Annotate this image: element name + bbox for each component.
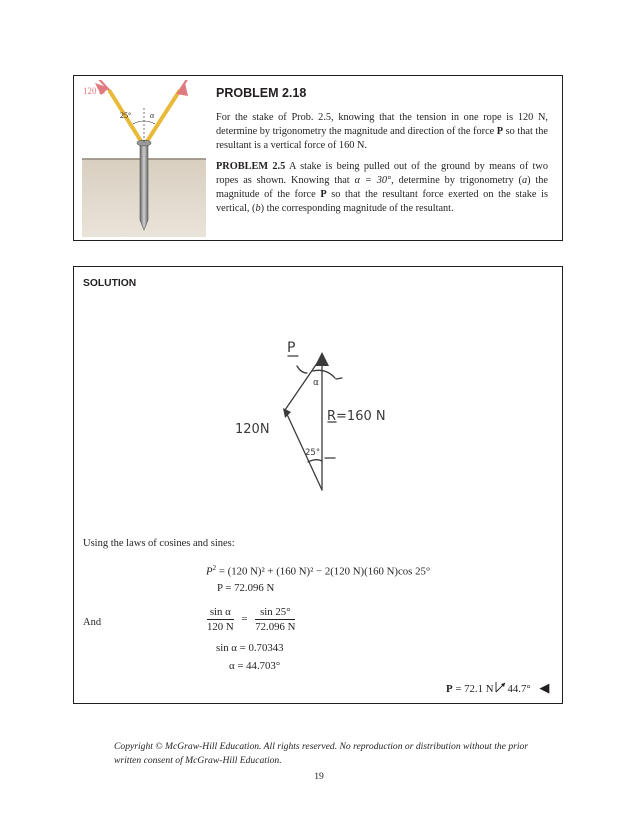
sketch-label-25: 25° [305, 448, 321, 458]
reference-text-3: ) the magnitude of the force [216, 175, 548, 200]
alpha-arc [313, 370, 335, 378]
statement-bold-p: P [496, 126, 504, 137]
equation-p-value: P = 72.096 N [217, 582, 275, 594]
alpha-tick [336, 378, 342, 379]
copyright-notice: Copyright © McGraw-Hill Education. All rights reserved. No reproduction or distribution without the prior written consent of McGraw-Hill Education. [114, 741, 529, 766]
direction-angle-icon [495, 681, 507, 693]
answer-value: = 72.1 N [455, 683, 494, 695]
reference-label: PROBLEM 2.5 [216, 161, 286, 172]
pointer-p [297, 366, 307, 373]
sketch-label-alpha: α [313, 378, 319, 388]
fraction-left [207, 606, 234, 633]
fraction-right [255, 606, 295, 633]
equals-sign: = [241, 612, 248, 625]
angle-25-arc [308, 460, 322, 462]
answer-angle: 44.7° [507, 683, 531, 695]
fraction-left-num: sin α [207, 606, 234, 620]
equation-sine-law [207, 606, 295, 633]
and-label: And [83, 617, 102, 628]
reference-alpha: α = 30° [354, 175, 392, 186]
label-angle-25: 25° [120, 111, 132, 120]
final-answer [446, 680, 549, 696]
reference-problem [216, 160, 548, 216]
stake-figure [78, 80, 210, 240]
equation-cosine-law: $P^2 = (120$ N)² + (160 N)² − 2(120 N)(160 N)cos 25° [206, 564, 431, 578]
reference-text-4: so that the resultant force exerted on the stake is vertical, ( [216, 189, 548, 214]
answer-marker-icon: ◀ [539, 680, 550, 695]
reference-text-5: ) the corresponding magnitude of the resultant. [260, 203, 454, 214]
statement-text: For the stake of Prob. 2.5, knowing that the tension in one rope is 120 N, determine by trigonometry the magnitude and direction of the force [216, 112, 548, 137]
sketch-label-resultant: R=160 N [327, 409, 386, 424]
label-120n: 120 N [83, 86, 106, 96]
force-triangle-sketch [225, 338, 405, 498]
eq1-rhs: = (120 N)² + (160 N)² − 2(120 N)(160 N)cos 25° [218, 565, 431, 578]
problem-statement [216, 111, 548, 153]
statement-end: so that the resultant is a vertical force of 160 N. [216, 126, 548, 151]
label-alpha: α [150, 111, 155, 120]
reference-b: b [255, 203, 261, 214]
reference-text-1: A stake is being pulled out of the ground by means of two ropes as shown. Knowing that [216, 161, 548, 186]
angle-arc-right [144, 121, 155, 124]
label-p: P [180, 86, 186, 96]
sketch-label-120n: 120N [235, 422, 270, 437]
answer-bold-p: P [446, 683, 453, 695]
equation-sin-alpha: sin α = 0.70343 [216, 642, 284, 654]
page-number: 19 [314, 771, 324, 782]
solution-label: SOLUTION [83, 278, 137, 289]
fraction-right-den: 72.096 N [255, 621, 296, 633]
reference-text-2: , determine by trigonometry ( [391, 175, 522, 186]
fraction-left-den: 120 N [207, 621, 234, 633]
fraction-right-num: sin 25° [255, 606, 295, 620]
arrowhead-top [315, 352, 329, 366]
problem-title: PROBLEM 2.18 [216, 86, 307, 100]
eq1-lhs: P [206, 565, 213, 578]
stake [140, 143, 148, 230]
laws-intro-text: Using the laws of cosines and sines: [83, 538, 235, 549]
reference-a: a [521, 175, 528, 186]
equation-alpha: α = 44.703° [229, 660, 281, 672]
reference-bold-p: P [320, 189, 327, 200]
sketch-label-p: P [287, 340, 296, 356]
arrowhead-120n [283, 408, 291, 418]
angle-arc-left [133, 121, 144, 124]
